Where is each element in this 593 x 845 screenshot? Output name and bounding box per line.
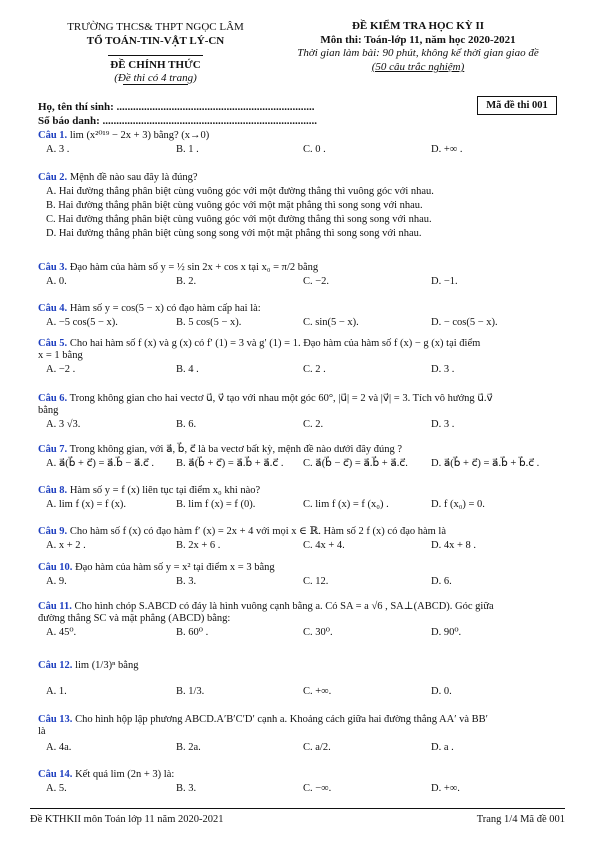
header-divider-2: [123, 84, 188, 85]
question-9: [38, 526, 568, 553]
option-a: A. 3 √3.: [46, 419, 81, 430]
question-number: Câu 3.: [38, 262, 68, 273]
option-c: C. a⃗(b⃗ − c⃗) = a⃗.b⃗ + a⃗.c⃗.: [303, 458, 408, 469]
exam-title: ĐỀ KIỂM TRA HỌC KỲ II: [351, 20, 485, 32]
question-6: [38, 393, 568, 432]
option-c: C. 0 .: [303, 144, 326, 155]
question-text-cont: là: [38, 726, 46, 737]
option-d: D. f (x₀) = 0.: [431, 499, 485, 510]
student-id-line: Số báo danh: ..............................................................................: [38, 115, 318, 127]
question-text: lim (1/3)ⁿ bằng: [75, 660, 139, 671]
option-b: B. 5 cos(5 − x).: [176, 317, 242, 328]
option-a: A. 0.: [46, 276, 67, 287]
question-14: [38, 769, 568, 796]
department-name: TỔ TOÁN-TIN-VẬT LÝ-CN: [86, 35, 225, 47]
option-d: D. 90⁰.: [431, 627, 462, 638]
option-c: C. 4x + 4.: [303, 540, 345, 551]
option-a: A. 5.: [46, 783, 67, 794]
option-a: A. 45⁰.: [46, 627, 77, 638]
option-c: C. 12.: [303, 576, 329, 587]
question-13: [38, 714, 568, 755]
question-1: [38, 130, 568, 157]
page-count: (Đề thi có 4 trang): [114, 72, 197, 84]
option-c: C. −2.: [303, 276, 330, 287]
question-number: Câu 14.: [38, 769, 73, 780]
exam-header: [0, 20, 593, 100]
option-d: D. 3 .: [431, 364, 455, 375]
statement-b: B. Hai đường thẳng phân biệt cùng vuông góc với một mặt phẳng thì song song với nhau.: [46, 200, 423, 211]
question-number: Câu 1.: [38, 130, 68, 141]
exam-subject: Môn thi: Toán-lớp 11, năm học 2020-2021: [320, 34, 516, 46]
option-a: A. 1.: [46, 686, 67, 697]
question-3: [38, 262, 568, 289]
question-8: [38, 485, 568, 512]
question-text: Hàm số y = f (x) liên tục tại điểm x₀ khi nào?: [69, 485, 261, 496]
option-a: A. −5 cos(5 − x).: [46, 317, 118, 328]
question-7: [38, 444, 568, 471]
option-b: B. 2a.: [176, 742, 201, 753]
option-b: B. lim f (x) = f (0).: [176, 499, 256, 510]
question-text: Trong không gian cho hai vectơ u⃗, v⃗ tạo với nhau một góc 60°, |u⃗| = 2 và |v⃗| = 3. Tích vô hướng u⃗.v⃗: [69, 393, 493, 404]
option-b: B. 2x + 6 .: [176, 540, 221, 551]
option-b: B. 3.: [176, 783, 197, 794]
option-c: C. 2 .: [303, 364, 326, 375]
option-b: B. 2.: [176, 276, 197, 287]
question-text-cont: x = 1 bằng: [38, 350, 83, 361]
page-footer: [30, 808, 565, 825]
option-b: B. 3.: [176, 576, 197, 587]
question-10: [38, 562, 568, 589]
question-count: (50 câu trắc nghiệm): [371, 61, 465, 73]
question-text: lim (x²⁰¹⁹ − 2x + 3) bằng? (x→0): [69, 130, 210, 141]
question-number: Câu 4.: [38, 303, 68, 314]
official-label: ĐỀ CHÍNH THỨC: [110, 59, 201, 71]
question-number: Câu 7.: [38, 444, 68, 455]
option-b: B. 60⁰ .: [176, 627, 209, 638]
option-b: B. 4 .: [176, 364, 199, 375]
question-number: Câu 8.: [38, 485, 68, 496]
option-a: A. 4a.: [46, 742, 72, 753]
option-d: D. a⃗(b⃗ + c⃗) = a⃗.b⃗ + b⃗.c⃗ .: [431, 458, 540, 469]
option-d: D. 0.: [431, 686, 452, 697]
option-d: D. − cos(5 − x).: [431, 317, 498, 328]
question-number: Câu 2.: [38, 172, 68, 183]
header-divider: [108, 55, 203, 56]
option-c: C. 2.: [303, 419, 324, 430]
question-2: [38, 172, 568, 240]
statement-c: C. Hai đường thẳng phân biệt cùng vuông góc với một đường thẳng thì song song với nhau.: [46, 214, 432, 225]
question-text-cont: bằng: [38, 405, 59, 416]
question-text: Cho hình hộp lập phương ABCD.A′B′C′D′ cạnh a. Khoảng cách giữa hai đường thẳng AA′ và BB′: [75, 714, 488, 725]
question-text: Mệnh đề nào sau đây là đúng?: [69, 172, 198, 183]
question-text: Đạo hàm của hàm số y = ½ sin 2x + cos x tại x₀ = π/2 bằng: [69, 262, 319, 273]
statement-d: D. Hai đường thẳng phân biệt cùng song song với một mặt phẳng thì song song với nhau.: [46, 228, 422, 239]
option-b: B. 1/3.: [176, 686, 205, 697]
question-11: [38, 601, 568, 640]
question-text: Đạo hàm của hàm số y = x² tại điểm x = 3 bằng: [75, 562, 275, 573]
exam-time: Thời gian làm bài: 90 phút, không kể thời gian giao đề: [297, 47, 539, 59]
option-a: A. x + 2 .: [46, 540, 86, 551]
question-number: Câu 9.: [38, 526, 68, 537]
option-a: A. 9.: [46, 576, 67, 587]
question-text: Hàm số y = cos(5 − x) có đạo hàm cấp hai là:: [69, 303, 261, 314]
option-b: B. 1 .: [176, 144, 199, 155]
option-c: C. −∞.: [303, 783, 332, 794]
school-name: TRƯỜNG THCS& THPT NGỌC LÂM: [67, 21, 244, 33]
option-c: C. +∞.: [303, 686, 332, 697]
option-a: A. −2 .: [46, 364, 76, 375]
option-c: C. sin(5 − x).: [303, 317, 359, 328]
question-text: Trong không gian, với a⃗, b⃗, c⃗ là ba vectơ bất kỳ, mệnh đề nào dưới đây đúng ?: [69, 444, 403, 455]
option-a: A. lim f (x) = f (x).: [46, 499, 126, 510]
question-text-cont: đường thẳng SC và mặt phẳng (ABCD) bằng:: [38, 613, 231, 624]
question-number: Câu 10.: [38, 562, 73, 573]
student-name-line: Họ, tên thí sinh: ........................................................................: [38, 101, 315, 113]
option-d: D. +∞ .: [431, 144, 463, 155]
student-info: [38, 100, 317, 128]
statement-a: A. Hai đường thẳng phân biệt cùng vuông góc với một đường thẳng thì vuông góc với nhau.: [46, 186, 434, 197]
question-text: Kết quả lim (2n + 3) là:: [75, 769, 175, 780]
exam-code-box: Mã đề thi 001: [477, 96, 557, 115]
option-d: D. 6.: [431, 576, 452, 587]
option-d: D. 4x + 8 .: [431, 540, 477, 551]
option-d: D. −1.: [431, 276, 458, 287]
question-5: [38, 338, 568, 377]
question-number: Câu 13.: [38, 714, 73, 725]
question-12: [38, 660, 568, 699]
option-b: B. a⃗(b⃗ + c⃗) = a⃗.b⃗ + a⃗.c⃗ .: [176, 458, 284, 469]
option-c: C. 30⁰.: [303, 627, 333, 638]
question-4: [38, 303, 568, 330]
option-a: A. a⃗(b⃗ + c⃗) = a⃗.b⃗ − a⃗.c⃗ .: [46, 458, 155, 469]
question-number: Câu 11.: [38, 601, 72, 612]
question-text: Cho hình chóp S.ABCD có đáy là hình vuông cạnh bằng a. Có SA = a √6 , SA⊥(ABCD). Góc giữa: [74, 601, 494, 612]
option-d: D. +∞.: [431, 783, 460, 794]
question-number: Câu 12.: [38, 660, 73, 671]
question-text: Cho hai hàm số f (x) và g (x) có f′ (1) = 3 và g′ (1) = 1. Đạo hàm của hàm số f (x) − g (x) tại điểm: [69, 338, 481, 349]
option-d: D. a .: [431, 742, 454, 753]
option-a: A. 3 .: [46, 144, 70, 155]
footer-left: Đề KTHKII môn Toán lớp 11 năm 2020-2021: [30, 814, 224, 825]
option-b: B. 6.: [176, 419, 197, 430]
question-number: Câu 6.: [38, 393, 68, 404]
question-text: Cho hàm số f (x) có đạo hàm f′ (x) = 2x + 4 với mọi x ∈ ℝ. Hàm số 2 f (x) có đạo hàm là: [69, 526, 447, 537]
option-c: C. a/2.: [303, 742, 331, 753]
question-number: Câu 5.: [38, 338, 68, 349]
option-d: D. 3 .: [431, 419, 455, 430]
option-c: C. lim f (x) = f (x₀) .: [303, 499, 389, 510]
footer-right: Trang 1/4 Mã đề 001: [476, 814, 565, 825]
